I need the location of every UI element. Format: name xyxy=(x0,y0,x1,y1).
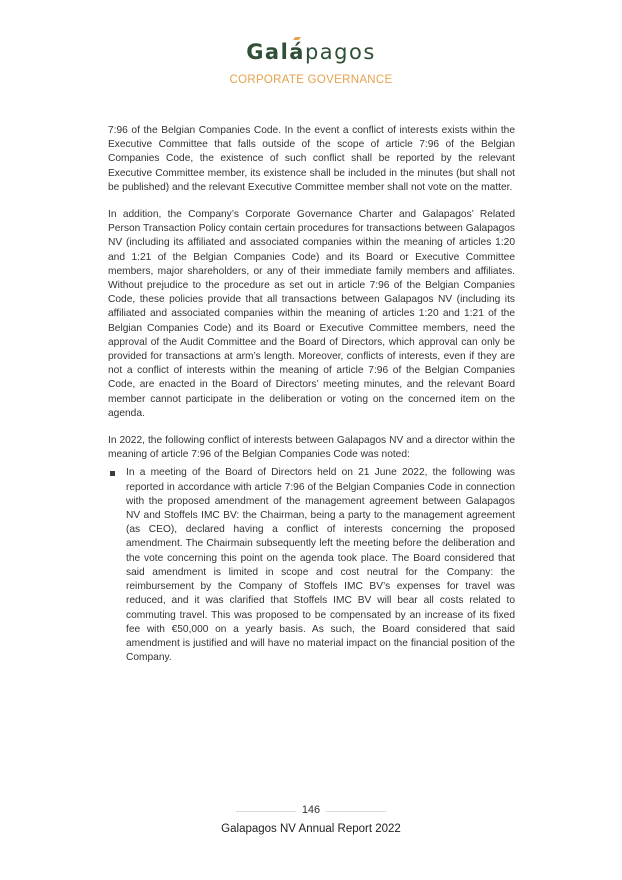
paragraph: In 2022, the following conflict of interests between Galapagos NV and a director within the meaning of article 7:96 of the Belgian Companies Code was noted: xyxy=(108,435,515,461)
company-logo xyxy=(0,40,622,64)
body-content xyxy=(108,124,515,665)
report-title: Galapagos NV Annual Report 2022 xyxy=(221,823,401,835)
logo-text-light: pagos xyxy=(304,40,376,64)
logo-text-bold: Gal xyxy=(246,40,290,64)
square-bullet-icon xyxy=(110,471,115,476)
list-item xyxy=(108,466,515,665)
section-title: CORPORATE GOVERNANCE xyxy=(229,74,393,86)
paragraph: In addition, the Company’s Corporate Governance Charter and Galapagos’ Related Person Transaction Policy contain certain procedures for transactions between Galapagos NV (including its affiliated and associated companies within the meaning of articles 1:20 and 1:21 of the Belgian Companies Code) and its Board or Executive Committee members, major shareholders, or any of their immediate family members and affiliates. Without prejudice to the procedure as set out in article 7:96 of the Belgian Companies Code, these policies provide that all transactions between Galapagos NV (including its affiliated and associated companies within the meaning of articles 1:20 and 1:21 of the Belgian Companies Code) and its Board or Executive Committee members, need the approval of the Audit Committee and the Board of Directors, which approval can only be provided for transactions at arm’s length. Moreover, conflicts of interests, even if they are not a conflict of interests within the meaning of article 7:96 of the Belgian Companies Code, are enacted in the Board of Directors’ meeting minutes, and the relevant Board member cannot participate in the deliberation or voting on the concerned item on the agenda. xyxy=(108,209,515,419)
logo-accent-letter: á xyxy=(289,40,305,64)
bullet-list xyxy=(108,466,515,665)
page-number: 146 xyxy=(301,804,321,816)
list-item-text: In a meeting of the Board of Directors held on 21 June 2022, the following was reported in accordance with article 7:96 of the Belgian Companies Code in connection with the proposed amendment of the management agreement between Galapagos NV and Stoffels IMC BV: the Chairman, being a party to the management agreement (as CEO), declared having a conflict of interests concerning the proposed amendment. The Chairmain subsequently left the meeting before the deliberation and the vote concerning this point on the agenda took place. The Board considered that said amendment is limited in scope and cost neutral for the Company: the reimbursement by the Company of Stoffels IMC BV’s expenses for travel was reduced, and it was clarified that Stoffels IMC BV will bear all costs related to commuting travel. This was proposed to be compensated by an increase of its fixed fee with €50,000 on a yearly basis. As such, the Board considered that said amendment is justified and will have no material impact on the financial position of the Company. xyxy=(126,467,515,664)
paragraph: 7:96 of the Belgian Companies Code. In the event a conflict of interests exists within the Executive Committee that falls outside of the scope of article 7:96 of the Belgian Companies Code, the existence of such conflict shall be reported by the relevant Executive Committee member, its existence shall be included in the minutes (but shall not be published) and the relevant Executive Committee member shall not vote on the matter. xyxy=(108,125,515,193)
